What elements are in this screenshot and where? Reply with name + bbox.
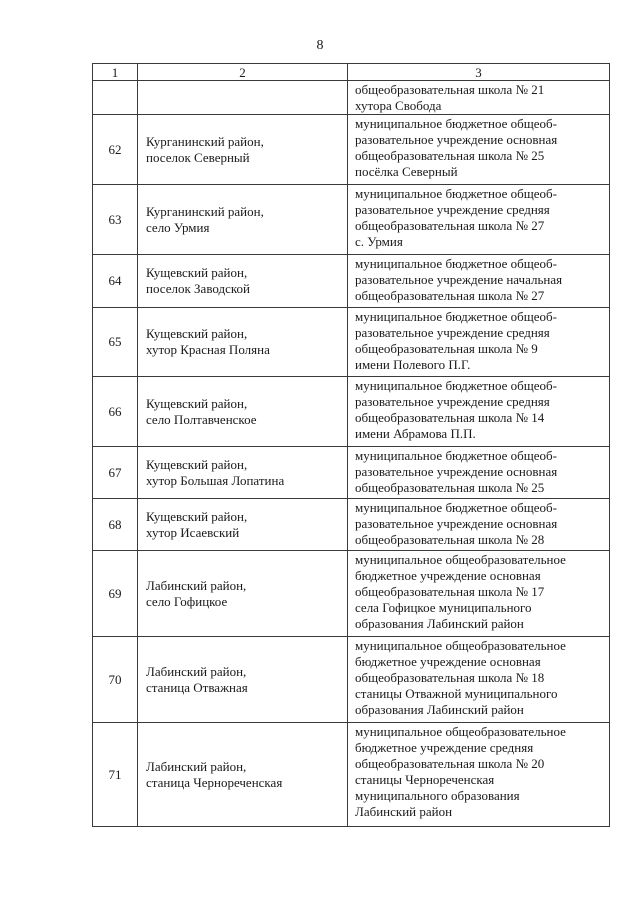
- locality-cell: [138, 447, 348, 499]
- school-name-line: общеобразовательная школа № 28: [355, 532, 545, 547]
- school-cell: [348, 637, 610, 723]
- row-number: [93, 81, 138, 115]
- school-name-line: имени Полевого П.Г.: [355, 357, 471, 372]
- schools-table: [92, 63, 610, 827]
- locality-cell: [138, 377, 348, 447]
- locality-line: село Урмия: [146, 219, 210, 235]
- school-cell: [348, 185, 610, 255]
- table-row: [93, 377, 610, 447]
- row-number: 66: [93, 377, 138, 447]
- row-number: 62: [93, 115, 138, 185]
- school-name-line: хутора Свобода: [355, 98, 442, 113]
- locality-cell: [138, 637, 348, 723]
- locality-cell: [138, 115, 348, 185]
- locality-cell: [138, 255, 348, 308]
- school-cell: [348, 81, 610, 115]
- table-row: [93, 499, 610, 551]
- locality-cell: [138, 499, 348, 551]
- school-name-line: образования Лабинский район: [355, 702, 524, 717]
- school-name-line: разовательное учреждение основная: [355, 516, 558, 531]
- locality-line: станица Отважная: [146, 679, 248, 695]
- school-cell: [348, 255, 610, 308]
- locality-line: хутор Большая Лопатина: [146, 472, 285, 488]
- school-name-line: общеобразовательная школа № 9: [355, 341, 538, 356]
- locality-line: село Полтавченское: [146, 411, 257, 427]
- school-name-line: Лабинский район: [355, 804, 453, 819]
- row-number: 69: [93, 551, 138, 637]
- school-cell: [348, 115, 610, 185]
- table-row: [93, 637, 610, 723]
- school-name-line: бюджетное учреждение основная: [355, 654, 541, 669]
- row-number: 67: [93, 447, 138, 499]
- school-name-line: муниципальное общеобразовательное: [355, 552, 566, 567]
- locality-line: станица Чернореченская: [146, 774, 283, 790]
- school-name-line: общеобразовательная школа № 17: [355, 584, 545, 599]
- school-name-line: общеобразовательная школа № 25: [355, 480, 545, 495]
- school-cell: [348, 551, 610, 637]
- school-name-line: муниципальное бюджетное общеоб-: [355, 116, 557, 131]
- row-number: 70: [93, 637, 138, 723]
- school-name-line: станицы Отважной муниципального: [355, 686, 558, 701]
- school-name-line: муниципальное бюджетное общеоб-: [355, 186, 557, 201]
- locality-cell: [138, 308, 348, 377]
- row-number: 71: [93, 723, 138, 827]
- school-name-line: разовательное учреждение средняя: [355, 202, 550, 217]
- column-header-1: 1: [93, 64, 138, 81]
- school-name-line: общеобразовательная школа № 18: [355, 670, 545, 685]
- locality-cell: [138, 81, 348, 115]
- locality-line: поселок Заводской: [146, 281, 250, 296]
- school-name-line: с. Урмия: [355, 234, 403, 249]
- locality-line: Лабинский район,: [146, 663, 247, 679]
- school-name-line: образования Лабинский район: [355, 616, 524, 631]
- school-name-line: муниципальное бюджетное общеоб-: [355, 256, 557, 271]
- school-name-line: разовательное учреждение средняя: [355, 394, 550, 409]
- locality-line: село Гофицкое: [146, 593, 228, 609]
- school-name-line: муниципальное бюджетное общеоб-: [355, 378, 557, 393]
- school-cell: [348, 377, 610, 447]
- row-number: 63: [93, 185, 138, 255]
- school-name-line: разовательное учреждение средняя: [355, 325, 550, 340]
- row-number: 64: [93, 255, 138, 308]
- table-row: [93, 115, 610, 185]
- locality-cell: [138, 185, 348, 255]
- locality-cell: [138, 551, 348, 637]
- school-cell: [348, 723, 610, 827]
- locality-line: Кущевский район,: [146, 395, 248, 411]
- table-row: [93, 308, 610, 377]
- school-name-line: общеобразовательная школа № 20: [355, 756, 545, 771]
- school-name-line: общеобразовательная школа № 27: [355, 218, 545, 233]
- row-number: 65: [93, 308, 138, 377]
- school-name-line: бюджетное учреждение основная: [355, 568, 541, 583]
- locality-line: Кущевский район,: [146, 508, 248, 524]
- locality-line: Курганинский район,: [146, 133, 264, 149]
- school-cell: [348, 447, 610, 499]
- school-name-line: станицы Чернореченская: [355, 772, 495, 787]
- locality-line: Кущевский район,: [146, 326, 248, 341]
- school-name-line: посёлка Северный: [355, 164, 458, 179]
- page-number: 8: [316, 38, 324, 53]
- school-cell: [348, 499, 610, 551]
- school-name-line: муниципального образования: [355, 788, 520, 803]
- school-name-line: села Гофицкое муниципального: [355, 600, 532, 615]
- table-row: [93, 447, 610, 499]
- school-name-line: муниципальное бюджетное общеоб-: [355, 309, 557, 324]
- locality-line: Кущевский район,: [146, 265, 248, 280]
- school-name-line: разовательное учреждение основная: [355, 464, 558, 479]
- locality-line: хутор Красная Поляна: [146, 342, 270, 357]
- school-name-line: разовательное учреждение начальная: [355, 272, 563, 287]
- locality-line: Лабинский район,: [146, 577, 247, 593]
- school-name-line: общеобразовательная школа № 25: [355, 148, 545, 163]
- locality-cell: [138, 723, 348, 827]
- school-name-line: муниципальное общеобразовательное: [355, 638, 566, 653]
- school-name-line: имени Абрамова П.П.: [355, 426, 476, 441]
- school-cell: [348, 308, 610, 377]
- table-row: [93, 81, 610, 115]
- school-name-line: муниципальное бюджетное общеоб-: [355, 448, 557, 463]
- row-number: 68: [93, 499, 138, 551]
- school-name-line: разовательное учреждение основная: [355, 132, 558, 147]
- school-name-line: общеобразовательная школа № 21: [355, 82, 545, 97]
- table-row: [93, 185, 610, 255]
- column-header-3: 3: [348, 64, 610, 81]
- table-row: [93, 551, 610, 637]
- table-row: [93, 723, 610, 827]
- school-name-line: муниципальное общеобразовательное: [355, 724, 566, 739]
- table-row: [93, 255, 610, 308]
- school-name-line: муниципальное бюджетное общеоб-: [355, 500, 557, 515]
- locality-line: Курганинский район,: [146, 203, 264, 219]
- locality-line: Кущевский район,: [146, 456, 248, 472]
- locality-line: Лабинский район,: [146, 758, 247, 774]
- locality-line: хутор Исаевский: [146, 524, 240, 540]
- column-header-2: 2: [138, 64, 348, 81]
- school-name-line: общеобразовательная школа № 27: [355, 288, 545, 303]
- school-name-line: общеобразовательная школа № 14: [355, 410, 545, 425]
- school-name-line: бюджетное учреждение средняя: [355, 740, 534, 755]
- locality-line: поселок Северный: [146, 149, 250, 165]
- column-numbers-row: [93, 64, 610, 81]
